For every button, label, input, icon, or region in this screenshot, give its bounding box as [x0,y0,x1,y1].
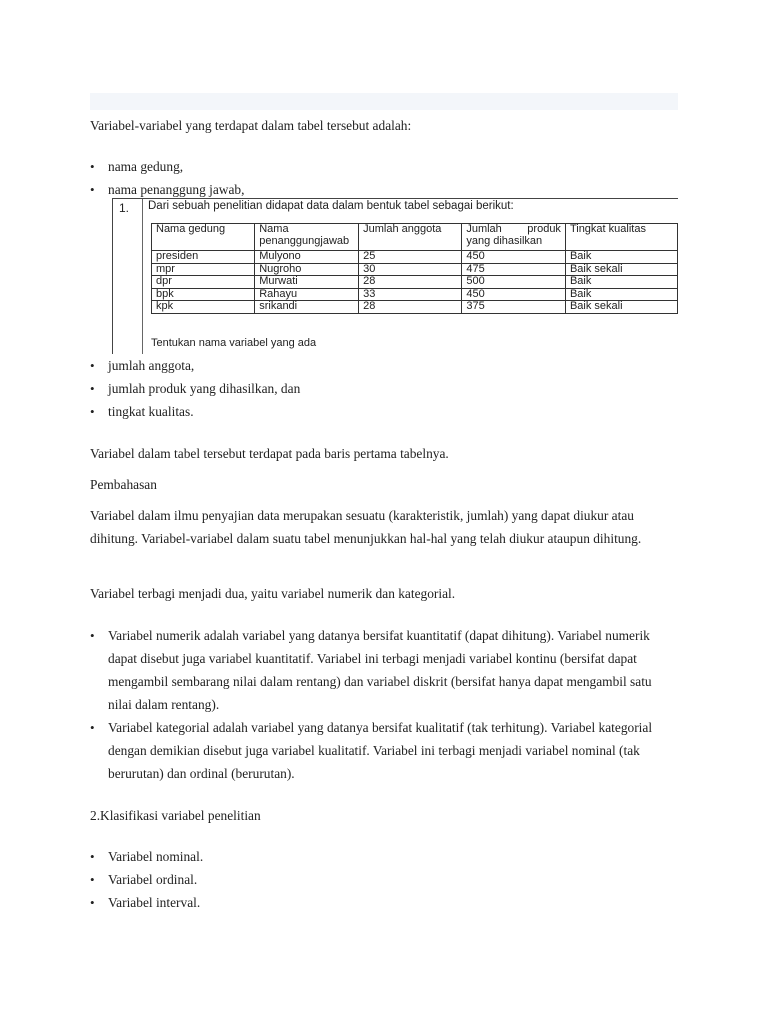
figure-border-top [112,198,678,199]
header-line [466,224,561,236]
section-heading: 2.Klasifikasi variabel penelitian [90,808,261,823]
list-item: • Variabel nominal. [90,845,678,868]
list-item: • Variabel numerik adalah variabel yang datanya bersifat kuantitatif (dapat dihitung). Variabel numerik dapat disebut juga variabel kuantitatif. Variabel ini terbagi menjadi variabel kontinu (bersifat dapat mengambil sembarang nilai dalam rentang) dan variabel diskrit (bersifat hanya dapat mengambil satu nilai dalam rentang). [90,624,678,716]
list-item: • Variabel interval. [90,891,678,914]
list-item: • Variabel ordinal. [90,868,678,891]
table-cell: Baik sekali [565,263,677,276]
table-header-cell: Jumlah anggota [359,224,462,251]
variable-type-list [90,624,678,785]
table-cell: 450 [462,288,566,301]
question-figure [112,198,678,354]
section-heading: Pembahasan [90,477,157,492]
table-cell: 450 [462,251,566,264]
table-cell: 28 [359,276,462,289]
table-cell: Murwati [255,276,359,289]
table-cell: 25 [359,251,462,264]
header-line: penanggungjawab [259,234,350,247]
table-cell: mpr [152,263,255,276]
table-header-cell: Tingkat kualitas [565,224,677,251]
question-text: Dari sebuah penelitian didapat data dalam bentuk tabel sebagai berikut: [148,200,514,212]
header-line: Nama [259,223,289,235]
table-cell: 475 [462,263,566,276]
table-row [152,288,678,301]
table-cell: Baik [565,276,677,289]
figure-border-left [112,198,113,354]
table-header-cell: Nama gedung [152,224,255,251]
list-item: • nama gedung, [90,155,678,178]
header-word: Jumlah [466,223,502,235]
table-cell: bpk [152,288,255,301]
table-header-row [152,224,678,251]
variable-list-2 [90,354,678,423]
table-cell: 375 [462,301,566,314]
table-cell: dpr [152,276,255,289]
question-footer: Tentukan nama variabel yang ada [151,337,317,349]
table-cell: Rahayu [255,288,359,301]
table-row [152,276,678,289]
table-row [152,301,678,314]
table-cell: Mulyono [255,251,359,264]
paragraph: Variabel dalam tabel tersebut terdapat pada baris pertama tabelnya. [90,446,449,461]
list-item: • jumlah anggota, [90,354,678,377]
intro-text: Variabel-variabel yang terdapat dalam tabel tersebut adalah: [90,118,412,133]
table-cell: srikandi [255,301,359,314]
header-word: produk [527,223,561,235]
figure-border-inner [142,198,143,354]
paragraph: Variabel terbagi menjadi dua, yaitu variabel numerik dan kategorial. [90,586,456,601]
table-cell: 500 [462,276,566,289]
list-item: • tingkat kualitas. [90,400,678,423]
header-bar [90,93,678,110]
list-item: • nama penanggung jawab, [90,178,678,201]
table-cell: Nugroho [255,263,359,276]
table-cell: 30 [359,263,462,276]
table-header-cell [255,224,359,251]
table-cell: Baik [565,288,677,301]
table-cell: presiden [152,251,255,264]
list-item: • jumlah produk yang dihasilkan, dan [90,377,678,400]
table-cell: 28 [359,301,462,314]
header-line: yang dihasilkan [466,234,543,247]
data-table [151,223,678,314]
table-row [152,263,678,276]
classification-list [90,845,678,914]
table-cell: Baik [565,251,677,264]
table-cell: kpk [152,301,255,314]
table-row [152,251,678,264]
table-cell: 33 [359,288,462,301]
variable-list-1 [90,155,678,201]
list-item: • Variabel kategorial adalah variabel yang datanya bersifat kualitatif (tak terhitung). Variabel kategorial dengan demikian disebut juga variabel kualitatif. Variabel ini terbagi menjadi variabel nominal (tak berurutan) dan ordinal (berurutan). [90,716,678,785]
question-number: 1. [119,201,130,215]
table-cell: Baik sekali [565,301,677,314]
table-header-cell [462,224,566,251]
paragraph: Variabel dalam ilmu penyajian data merupakan sesuatu (karakteristik, jumlah) yang dapat diukur atau dihitung. Variabel-variabel dalam suatu tabel menunjukkan hal-hal yang telah diukur ataupun dihitung. [90,508,642,546]
